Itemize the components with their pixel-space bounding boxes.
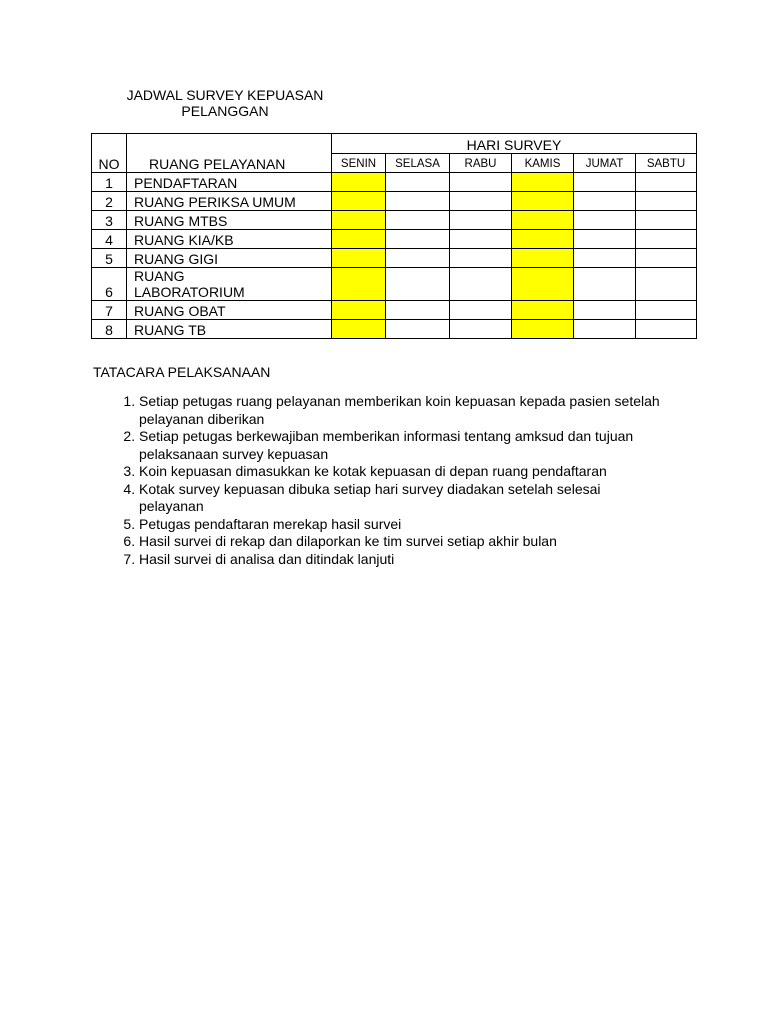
list-item — [139, 481, 719, 516]
row-room: RUANG MTBS — [127, 211, 332, 230]
row-no: 4 — [92, 230, 127, 249]
cell-senin-highlight — [332, 249, 386, 268]
cell-sabtu — [636, 173, 697, 192]
row-room — [127, 268, 332, 301]
cell-senin-highlight — [332, 230, 386, 249]
header-no: NO — [92, 134, 127, 173]
title-line-2: PELANGGAN — [181, 103, 269, 119]
cell-jumat — [574, 249, 636, 268]
cell-rabu — [450, 192, 512, 211]
page-title — [90, 87, 360, 119]
list-item — [139, 551, 719, 569]
row-room: RUANG KIA/KB — [127, 230, 332, 249]
title-line-1: JADWAL SURVEY KEPUASAN — [126, 87, 324, 103]
cell-rabu — [450, 301, 512, 320]
day-header-senin: SENIN — [332, 153, 386, 173]
row-no: 2 — [92, 192, 127, 211]
step-line-1: 1. Setiap petugas ruang pelayanan memberikan koin kepuasan kepada pasien setelah — [139, 393, 660, 409]
step-line-2: pelayanan — [139, 498, 204, 514]
cell-kamis-highlight — [512, 320, 574, 339]
cell-jumat — [574, 320, 636, 339]
cell-sabtu — [636, 268, 697, 301]
cell-kamis-highlight — [512, 249, 574, 268]
table-row — [92, 192, 697, 211]
cell-kamis-highlight — [512, 230, 574, 249]
cell-selasa — [386, 211, 450, 230]
day-header-selasa: SELASA — [386, 153, 450, 173]
cell-kamis-highlight — [512, 301, 574, 320]
list-item — [139, 428, 719, 463]
cell-jumat — [574, 230, 636, 249]
cell-rabu — [450, 249, 512, 268]
row-no: 1 — [92, 173, 127, 192]
step-line-2: pelayanan diberikan — [139, 410, 265, 427]
table-row — [92, 320, 697, 339]
row-no: 5 — [92, 249, 127, 268]
cell-jumat — [574, 173, 636, 192]
day-header-sabtu: SABTU — [636, 153, 697, 173]
cell-rabu — [450, 173, 512, 192]
cell-sabtu — [636, 301, 697, 320]
step-line-1: 7. Hasil survei di analisa dan ditindak lanjuti — [139, 550, 395, 567]
table-row — [92, 230, 697, 249]
cell-senin-highlight — [332, 268, 386, 301]
cell-sabtu — [636, 230, 697, 249]
survey-schedule-table — [91, 133, 697, 339]
cell-jumat — [574, 211, 636, 230]
cell-kamis-highlight — [512, 173, 574, 192]
cell-selasa — [386, 320, 450, 339]
row-room: RUANG OBAT — [127, 301, 332, 320]
row-room-line-2: LABORATORIUM — [134, 284, 245, 300]
cell-sabtu — [636, 192, 697, 211]
row-room: RUANG GIGI — [127, 249, 332, 268]
cell-senin-highlight — [332, 192, 386, 211]
row-no: 3 — [92, 211, 127, 230]
cell-senin-highlight — [332, 211, 386, 230]
cell-sabtu — [636, 211, 697, 230]
list-item — [139, 516, 719, 534]
procedure-steps-list — [107, 393, 719, 568]
list-item — [139, 533, 719, 551]
cell-kamis-highlight — [512, 211, 574, 230]
table-row — [92, 268, 697, 301]
list-item — [139, 463, 719, 481]
cell-jumat — [574, 301, 636, 320]
table-row — [92, 173, 697, 192]
step-line-1: 2. Setiap petugas berkewajiban memberikan informasi tentang amksud dan tujuan — [139, 428, 634, 444]
table-row — [92, 301, 697, 320]
cell-rabu — [450, 268, 512, 301]
row-room: RUANG PERIKSA UMUM — [127, 192, 332, 211]
cell-selasa — [386, 268, 450, 301]
row-room: RUANG TB — [127, 320, 332, 339]
step-line-1: 4. Kotak survey kepuasan dibuka setiap hari survey diadakan setelah selesai — [139, 480, 601, 497]
row-no: 7 — [92, 301, 127, 320]
day-header-jumat: JUMAT — [574, 153, 636, 173]
header-room: RUANG PELAYANAN — [127, 134, 332, 173]
cell-selasa — [386, 301, 450, 320]
cell-selasa — [386, 230, 450, 249]
cell-rabu — [450, 320, 512, 339]
cell-jumat — [574, 192, 636, 211]
step-line-2: pelaksanaan survey kepuasan — [139, 445, 329, 462]
cell-selasa — [386, 173, 450, 192]
step-line-1: 6. Hasil survei di rekap dan dilaporkan ke tim survei setiap akhir bulan — [139, 533, 557, 549]
cell-selasa — [386, 249, 450, 268]
cell-senin-highlight — [332, 320, 386, 339]
cell-senin-highlight — [332, 301, 386, 320]
header-hari-survey: HARI SURVEY — [332, 134, 697, 154]
list-item — [139, 393, 719, 428]
step-line-1: 5. Petugas pendaftaran merekap hasil survei — [139, 515, 402, 532]
day-header-rabu: RABU — [450, 153, 512, 173]
cell-senin-highlight — [332, 173, 386, 192]
procedure-heading: TATACARA PELAKSANAAN — [93, 364, 271, 380]
cell-kamis-highlight — [512, 268, 574, 301]
cell-rabu — [450, 230, 512, 249]
step-line-1: 3. Koin kepuasan dimasukkan ke kotak kepuasan di depan ruang pendaftaran — [139, 463, 607, 479]
cell-kamis-highlight — [512, 192, 574, 211]
row-no: 8 — [92, 320, 127, 339]
cell-jumat — [574, 268, 636, 301]
row-room: PENDAFTARAN — [127, 173, 332, 192]
cell-rabu — [450, 211, 512, 230]
cell-sabtu — [636, 320, 697, 339]
cell-sabtu — [636, 249, 697, 268]
day-header-kamis: KAMIS — [512, 153, 574, 173]
table-row — [92, 249, 697, 268]
row-room-line-1: RUANG — [134, 268, 185, 284]
row-no: 6 — [92, 268, 127, 301]
table-row — [92, 211, 697, 230]
cell-selasa — [386, 192, 450, 211]
